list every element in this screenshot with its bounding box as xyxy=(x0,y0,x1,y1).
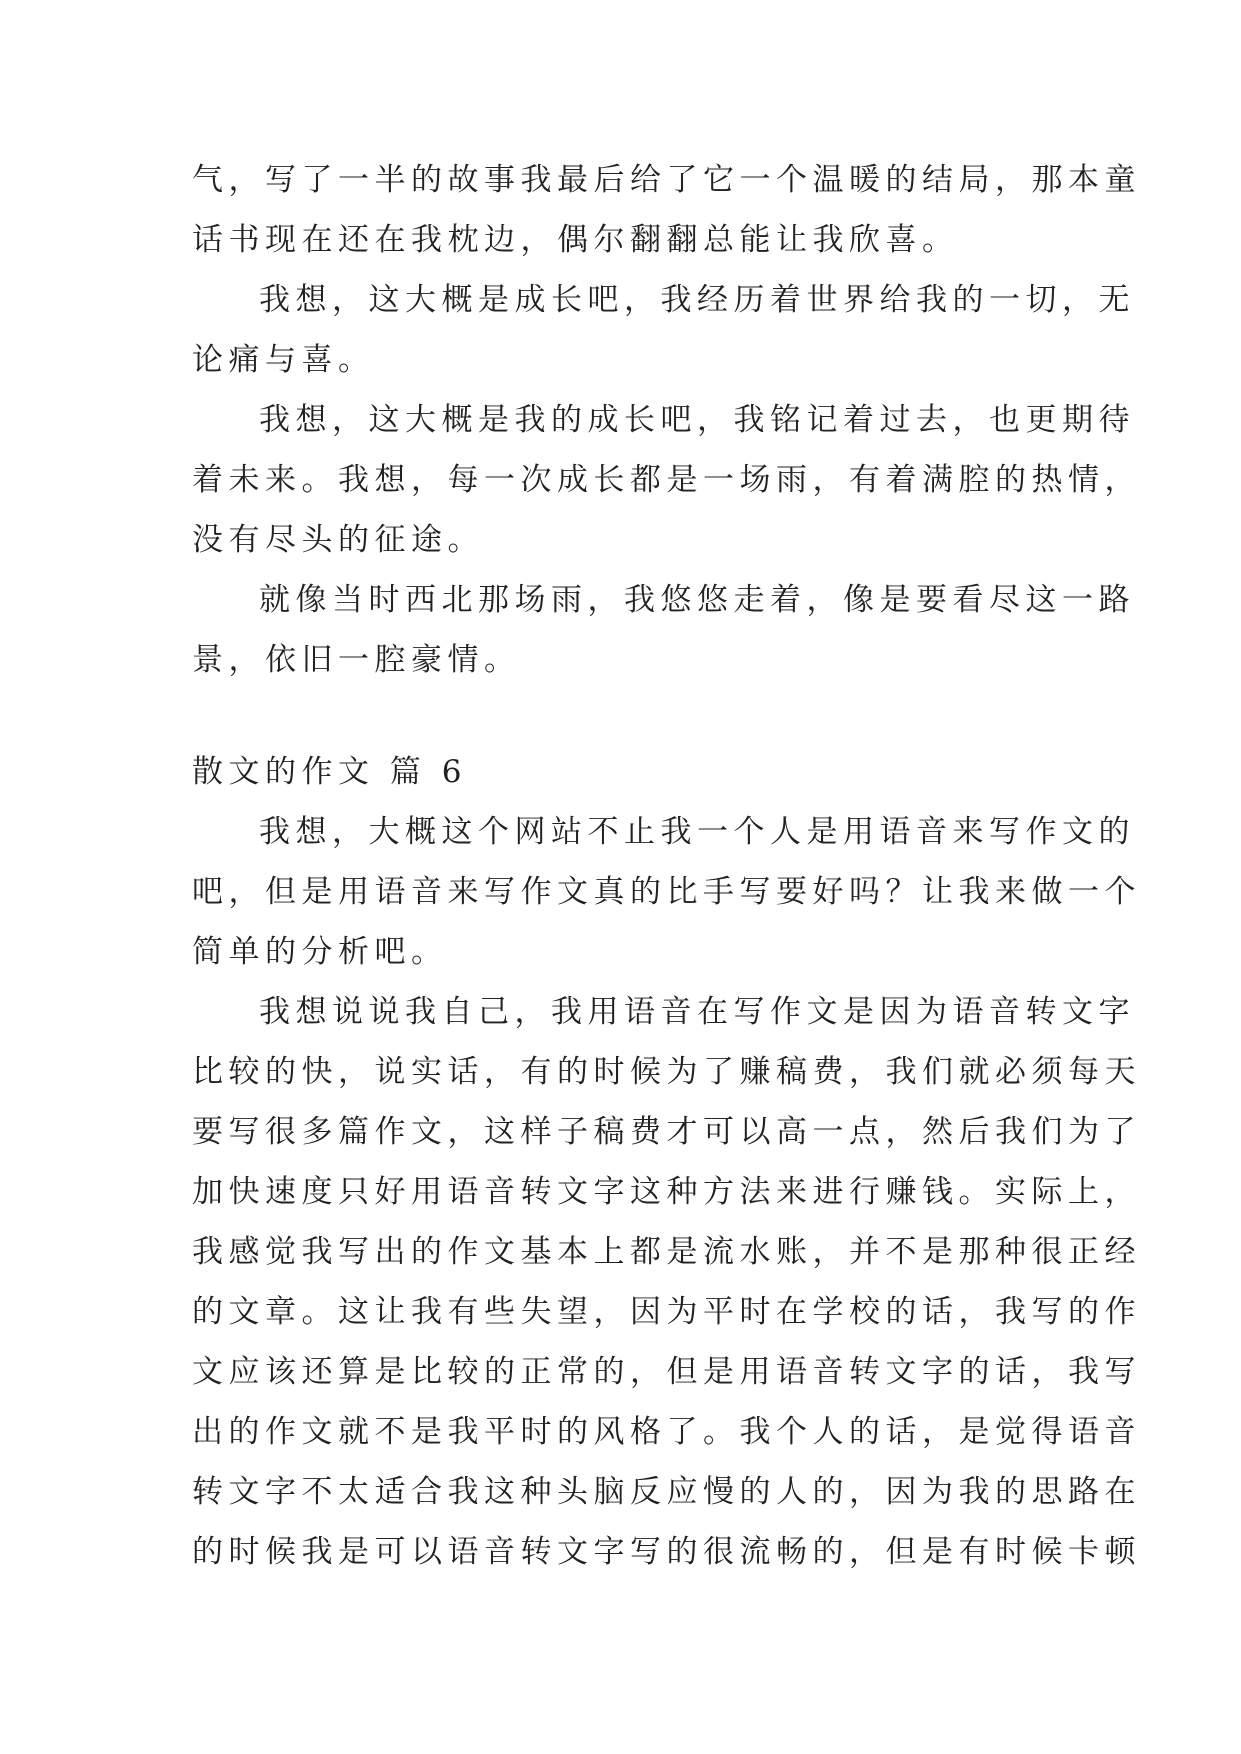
text-line: 我想，这大概是我的成长吧，我铭记着过去，也更期待 xyxy=(259,402,1135,438)
text-line: 我想，大概这个网站不止我一个人是用语音来写作文的 xyxy=(259,814,1135,850)
text-line: 的时候我是可以语音转文字写的很流畅的，但是有时候卡顿 xyxy=(192,1534,1141,1570)
paragraph xyxy=(192,390,1141,570)
text-line: 吧，但是用语音来写作文真的比手写要好吗？让我来做一个 xyxy=(192,874,1141,910)
text-line: 简单的分析吧。 xyxy=(192,934,448,970)
paragraph xyxy=(192,150,1141,270)
paragraph xyxy=(192,802,1141,982)
text-line: 的文章。这让我有些失望，因为平时在学校的话，我写的作 xyxy=(192,1294,1141,1330)
text-line: 文应该还算是比较的正常的，但是用语音转文字的话，我写 xyxy=(192,1354,1141,1390)
paragraph xyxy=(192,270,1135,390)
text-line: 转文字不太适合我这种头脑反应慢的人的，因为我的思路在 xyxy=(192,1474,1141,1510)
text-line: 景，依旧一腔豪情。 xyxy=(192,642,521,678)
text-line: 要写很多篇作文，这样子稿费才可以高一点，然后我们为了 xyxy=(192,1114,1141,1150)
paragraph xyxy=(192,982,1141,1582)
text-line: 我想，这大概是成长吧，我经历着世界给我的一切，无 xyxy=(259,282,1135,318)
text-line: 比较的快，说实话，有的时候为了赚稿费，我们就必须每天 xyxy=(192,1054,1141,1090)
text-line: 论痛与喜。 xyxy=(192,342,375,378)
text-line: 气，写了一半的故事我最后给了它一个温暖的结局，那本童 xyxy=(192,162,1141,198)
document-page xyxy=(192,150,1141,1582)
text-line: 就像当时西北那场雨，我悠悠走着，像是要看尽这一路 xyxy=(259,582,1135,618)
text-line: 着未来。我想，每一次成长都是一场雨，有着满腔的热情， xyxy=(192,462,1141,498)
text-line: 出的作文就不是我平时的风格了。我个人的话，是觉得语音 xyxy=(192,1414,1141,1450)
text-line: 话书现在还在我枕边，偶尔翻翻总能让我欣喜。 xyxy=(192,222,959,258)
paragraph xyxy=(192,570,1135,690)
text-line: 没有尽头的征途。 xyxy=(192,522,484,558)
section-heading: 散文的作文 篇 6 xyxy=(192,754,467,790)
text-line: 我想说说我自己，我用语音在写作文是因为语音转文字 xyxy=(259,994,1135,1030)
text-line: 我感觉我写出的作文基本上都是流水账，并不是那种很正经 xyxy=(192,1234,1141,1270)
text-line: 加快速度只好用语音转文字这种方法来进行赚钱。实际上， xyxy=(192,1174,1141,1210)
